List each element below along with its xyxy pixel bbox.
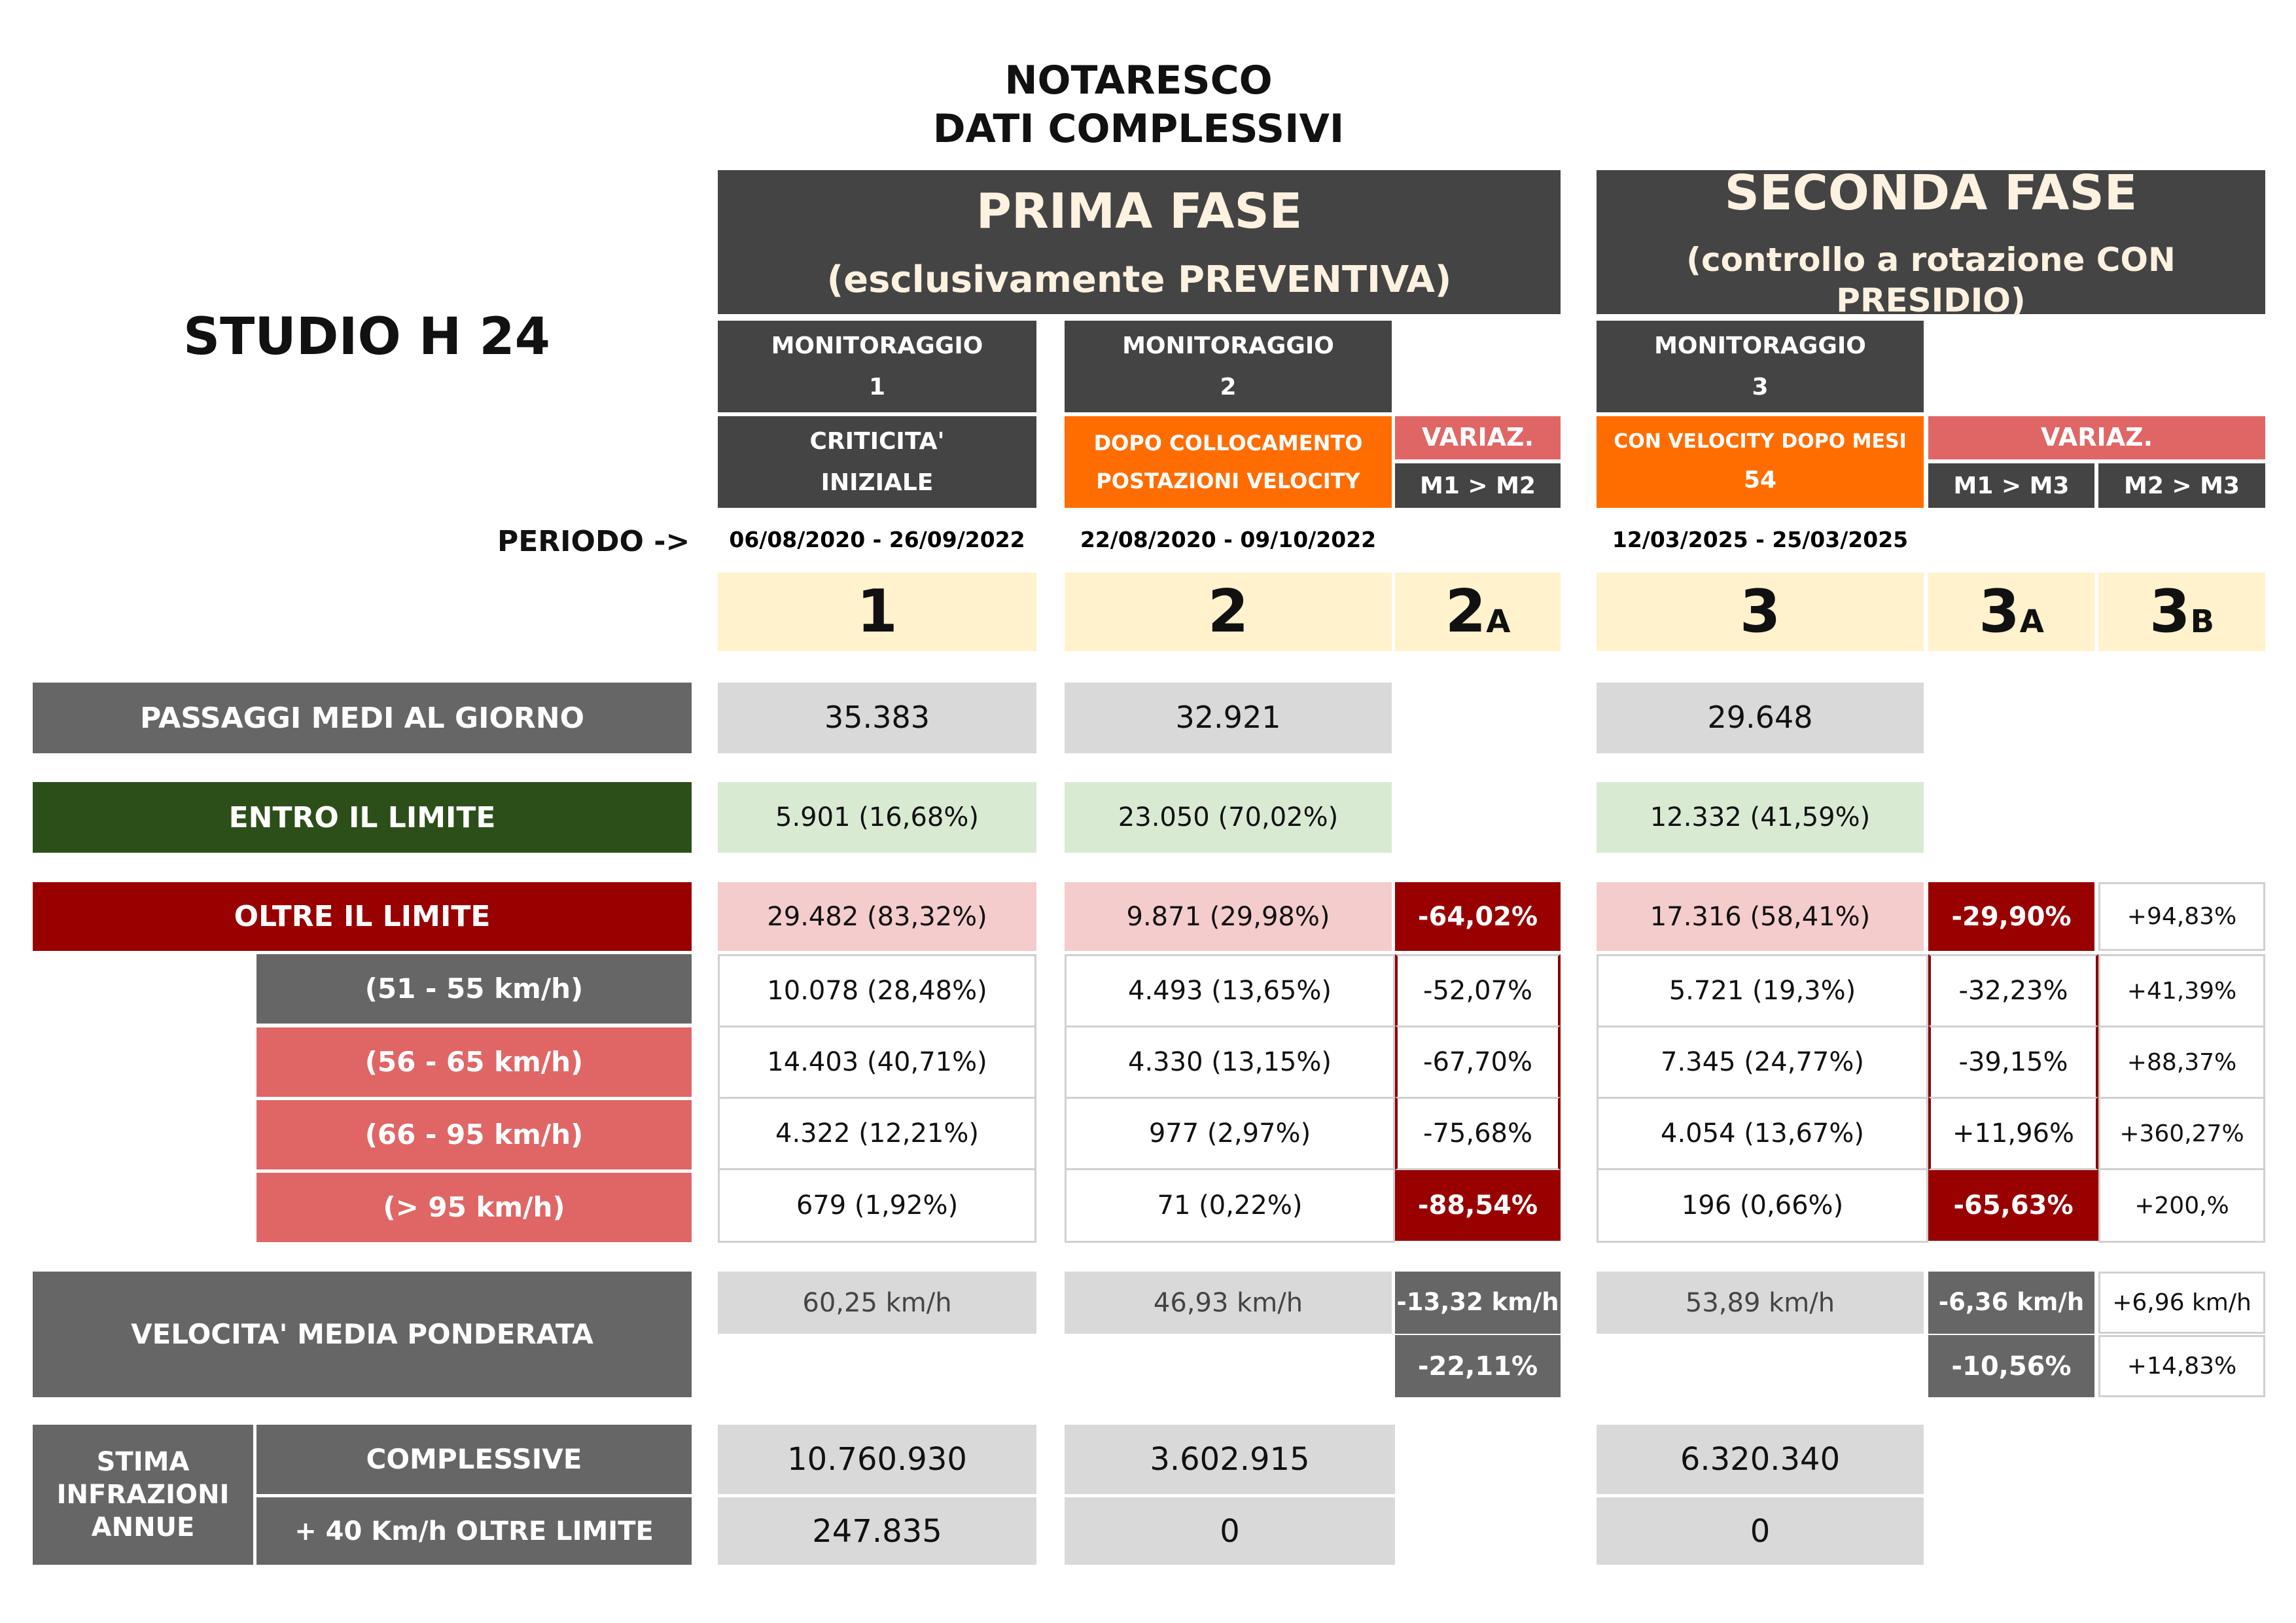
- col-number-1: 1: [718, 573, 1036, 651]
- complessive-m3: 6.320.340: [1597, 1425, 1924, 1494]
- variaz-3-title: VARIAZ.: [1928, 416, 2265, 459]
- r95-m1: 679 (1,92%): [718, 1168, 1036, 1243]
- oltre-m1: 29.482 (83,32%): [718, 882, 1036, 951]
- passaggi-m2: 32.921: [1065, 683, 1392, 753]
- col-number-2: 2: [1065, 573, 1392, 651]
- variaz-2a-title: VARIAZ.: [1395, 416, 1561, 459]
- r56-m3: 7.345 (24,77%): [1597, 1026, 1928, 1099]
- passaggi-m1: 35.383: [718, 683, 1036, 753]
- r95-v2a: -88,54%: [1395, 1170, 1561, 1241]
- row-label-66-95: (66 - 95 km/h): [256, 1100, 692, 1169]
- oltre-v2a: -64,02%: [1395, 882, 1561, 951]
- r51-m3: 5.721 (19,3%): [1597, 954, 1928, 1027]
- col-number-3a-main: 3: [1979, 577, 2020, 646]
- period-m3: 12/03/2025 - 25/03/2025: [1612, 527, 1909, 553]
- monitoring-1-header: [718, 321, 1036, 412]
- oltre-m2: 9.871 (29,98%): [1065, 882, 1392, 951]
- velocita-m3: 53,89 km/h: [1597, 1272, 1924, 1334]
- monitoring-2-line1: MONITORAGGIO: [1122, 332, 1334, 359]
- r56-v3a: -39,15%: [1928, 1026, 2098, 1099]
- phase-second-header: [1597, 165, 2265, 320]
- monitoring-3-line1: MONITORAGGIO: [1654, 332, 1866, 359]
- phase-first-title: PRIMA FASE: [976, 183, 1303, 240]
- velocita-v2a-kmh: -13,32 km/h: [1395, 1272, 1561, 1334]
- row-label-velocita: VELOCITA' MEDIA PONDERATA: [33, 1272, 692, 1397]
- monitoring-1-desc1: CRITICITA': [809, 428, 945, 455]
- r56-v2a: -67,70%: [1395, 1026, 1561, 1099]
- monitoring-1-line1: MONITORAGGIO: [771, 332, 983, 359]
- oltre-v3a: -29,90%: [1928, 882, 2094, 951]
- r51-m1: 10.078 (28,48%): [718, 954, 1036, 1027]
- r51-v3a: -32,23%: [1928, 954, 2098, 1027]
- monitoring-2-desc1: DOPO COLLOCAMENTO: [1093, 431, 1363, 455]
- monitoring-2-line2: 2: [1220, 374, 1237, 401]
- entro-m1: 5.901 (16,68%): [718, 782, 1036, 853]
- r66-m1: 4.322 (12,21%): [718, 1097, 1036, 1170]
- velocita-v2a-pct: -22,11%: [1395, 1335, 1561, 1397]
- monitoring-2-desc: [1065, 416, 1392, 508]
- entro-m2: 23.050 (70,02%): [1065, 782, 1392, 853]
- variaz-2a-label: M1 > M2: [1395, 463, 1561, 508]
- complessive-m1: 10.760.930: [718, 1425, 1036, 1494]
- col-number-3a-sub: A: [2019, 603, 2044, 640]
- period-m1: 06/08/2020 - 26/09/2022: [729, 527, 1025, 553]
- velocita-v3a-pct: -10,56%: [1928, 1335, 2094, 1397]
- variaz-3a-label: M1 > M3: [1928, 463, 2094, 508]
- monitoring-3-header: [1597, 321, 1924, 412]
- r56-m2: 4.330 (13,15%): [1065, 1026, 1395, 1099]
- r66-m2: 977 (2,97%): [1065, 1097, 1395, 1170]
- page-title-line2: DATI COMPLESSIVI: [932, 106, 1345, 152]
- r66-m3: 4.054 (13,67%): [1597, 1097, 1928, 1170]
- complessive-m2: 3.602.915: [1065, 1425, 1395, 1494]
- col-number-3b-sub: B: [2190, 603, 2215, 640]
- r56-v3b: +88,37%: [2098, 1026, 2265, 1099]
- col-number-3a: [1928, 573, 2094, 651]
- entro-m3: 12.332 (41,59%): [1597, 782, 1924, 853]
- r56-m1: 14.403 (40,71%): [718, 1026, 1036, 1099]
- row-label-oltre: OLTRE IL LIMITE: [33, 882, 692, 951]
- variaz-3b-label: M2 > M3: [2098, 463, 2265, 508]
- r95-v3b: +200,%: [2098, 1168, 2265, 1243]
- oltre40-m3: 0: [1597, 1497, 1924, 1565]
- r51-v3b: +41,39%: [2098, 954, 2265, 1027]
- col-number-2a-main: 2: [1445, 577, 1487, 646]
- r95-v3a: -65,63%: [1928, 1170, 2098, 1241]
- row-label-passaggi: PASSAGGI MEDI AL GIORNO: [33, 683, 692, 753]
- col-number-3b-main: 3: [2149, 577, 2191, 646]
- velocita-m1: 60,25 km/h: [718, 1272, 1036, 1334]
- phase-second-title: SECONDA FASE: [1724, 165, 2138, 222]
- r66-v3b: +360,27%: [2098, 1097, 2265, 1170]
- monitoring-2-desc2: POSTAZIONI VELOCITY: [1096, 469, 1360, 493]
- r66-v3a: +11,96%: [1928, 1097, 2098, 1170]
- col-number-3: 3: [1597, 573, 1924, 651]
- monitoring-1-desc: [718, 416, 1036, 508]
- monitoring-1-line2: 1: [868, 374, 886, 401]
- velocita-m2: 46,93 km/h: [1065, 1272, 1392, 1334]
- row-label-51-55: (51 - 55 km/h): [256, 954, 692, 1024]
- oltre-m3: 17.316 (58,41%): [1597, 882, 1924, 951]
- row-label-oltre40: + 40 Km/h OLTRE LIMITE: [256, 1497, 692, 1565]
- oltre-v3b: +94,83%: [2098, 882, 2265, 951]
- velocita-v3b-kmh: +6,96 km/h: [2098, 1272, 2265, 1334]
- r66-v2a: -75,68%: [1395, 1097, 1561, 1170]
- period-m2: 22/08/2020 - 09/10/2022: [1080, 527, 1377, 553]
- phase-first-subtitle: (esclusivamente PREVENTIVA): [826, 259, 1452, 302]
- monitoring-3-desc2: 54: [1743, 467, 1777, 494]
- monitoring-3-desc: [1597, 416, 1924, 508]
- row-label-56-65: (56 - 65 km/h): [256, 1027, 692, 1097]
- col-number-3b: [2098, 573, 2265, 651]
- row-label-stima: STIMA INFRAZIONI ANNUE: [33, 1425, 253, 1565]
- oltre40-m2: 0: [1065, 1497, 1395, 1565]
- periodo-label: PERIODO ->: [497, 525, 690, 558]
- monitoring-3-line2: 3: [1752, 374, 1769, 401]
- row-label-entro: ENTRO IL LIMITE: [33, 782, 692, 853]
- passaggi-m3: 29.648: [1597, 683, 1924, 753]
- page-title-line1: NOTARESCO: [1004, 58, 1273, 103]
- r51-v2a: -52,07%: [1395, 954, 1561, 1027]
- col-number-2a: [1395, 573, 1561, 651]
- monitoring-2-header: [1065, 321, 1392, 412]
- velocita-v3a-kmh: -6,36 km/h: [1928, 1272, 2094, 1334]
- oltre40-m1: 247.835: [718, 1497, 1036, 1565]
- monitoring-3-desc1: CON VELOCITY DOPO MESI: [1614, 429, 1907, 453]
- velocita-v3b-pct: +14,83%: [2098, 1335, 2265, 1397]
- row-label-complessive: COMPLESSIVE: [256, 1425, 692, 1494]
- r95-m2: 71 (0,22%): [1065, 1168, 1395, 1243]
- col-number-2a-sub: A: [1486, 603, 1511, 640]
- study-label: STUDIO H 24: [183, 308, 550, 366]
- phase-first-header: [718, 170, 1561, 314]
- row-label-over-95: (> 95 km/h): [256, 1173, 692, 1242]
- r95-m3: 196 (0,66%): [1597, 1168, 1928, 1243]
- monitoring-1-desc2: INIZIALE: [821, 469, 934, 496]
- r51-m2: 4.493 (13,65%): [1065, 954, 1395, 1027]
- phase-second-subtitle: (controllo a rotazione CON PRESIDIO): [1686, 240, 2176, 320]
